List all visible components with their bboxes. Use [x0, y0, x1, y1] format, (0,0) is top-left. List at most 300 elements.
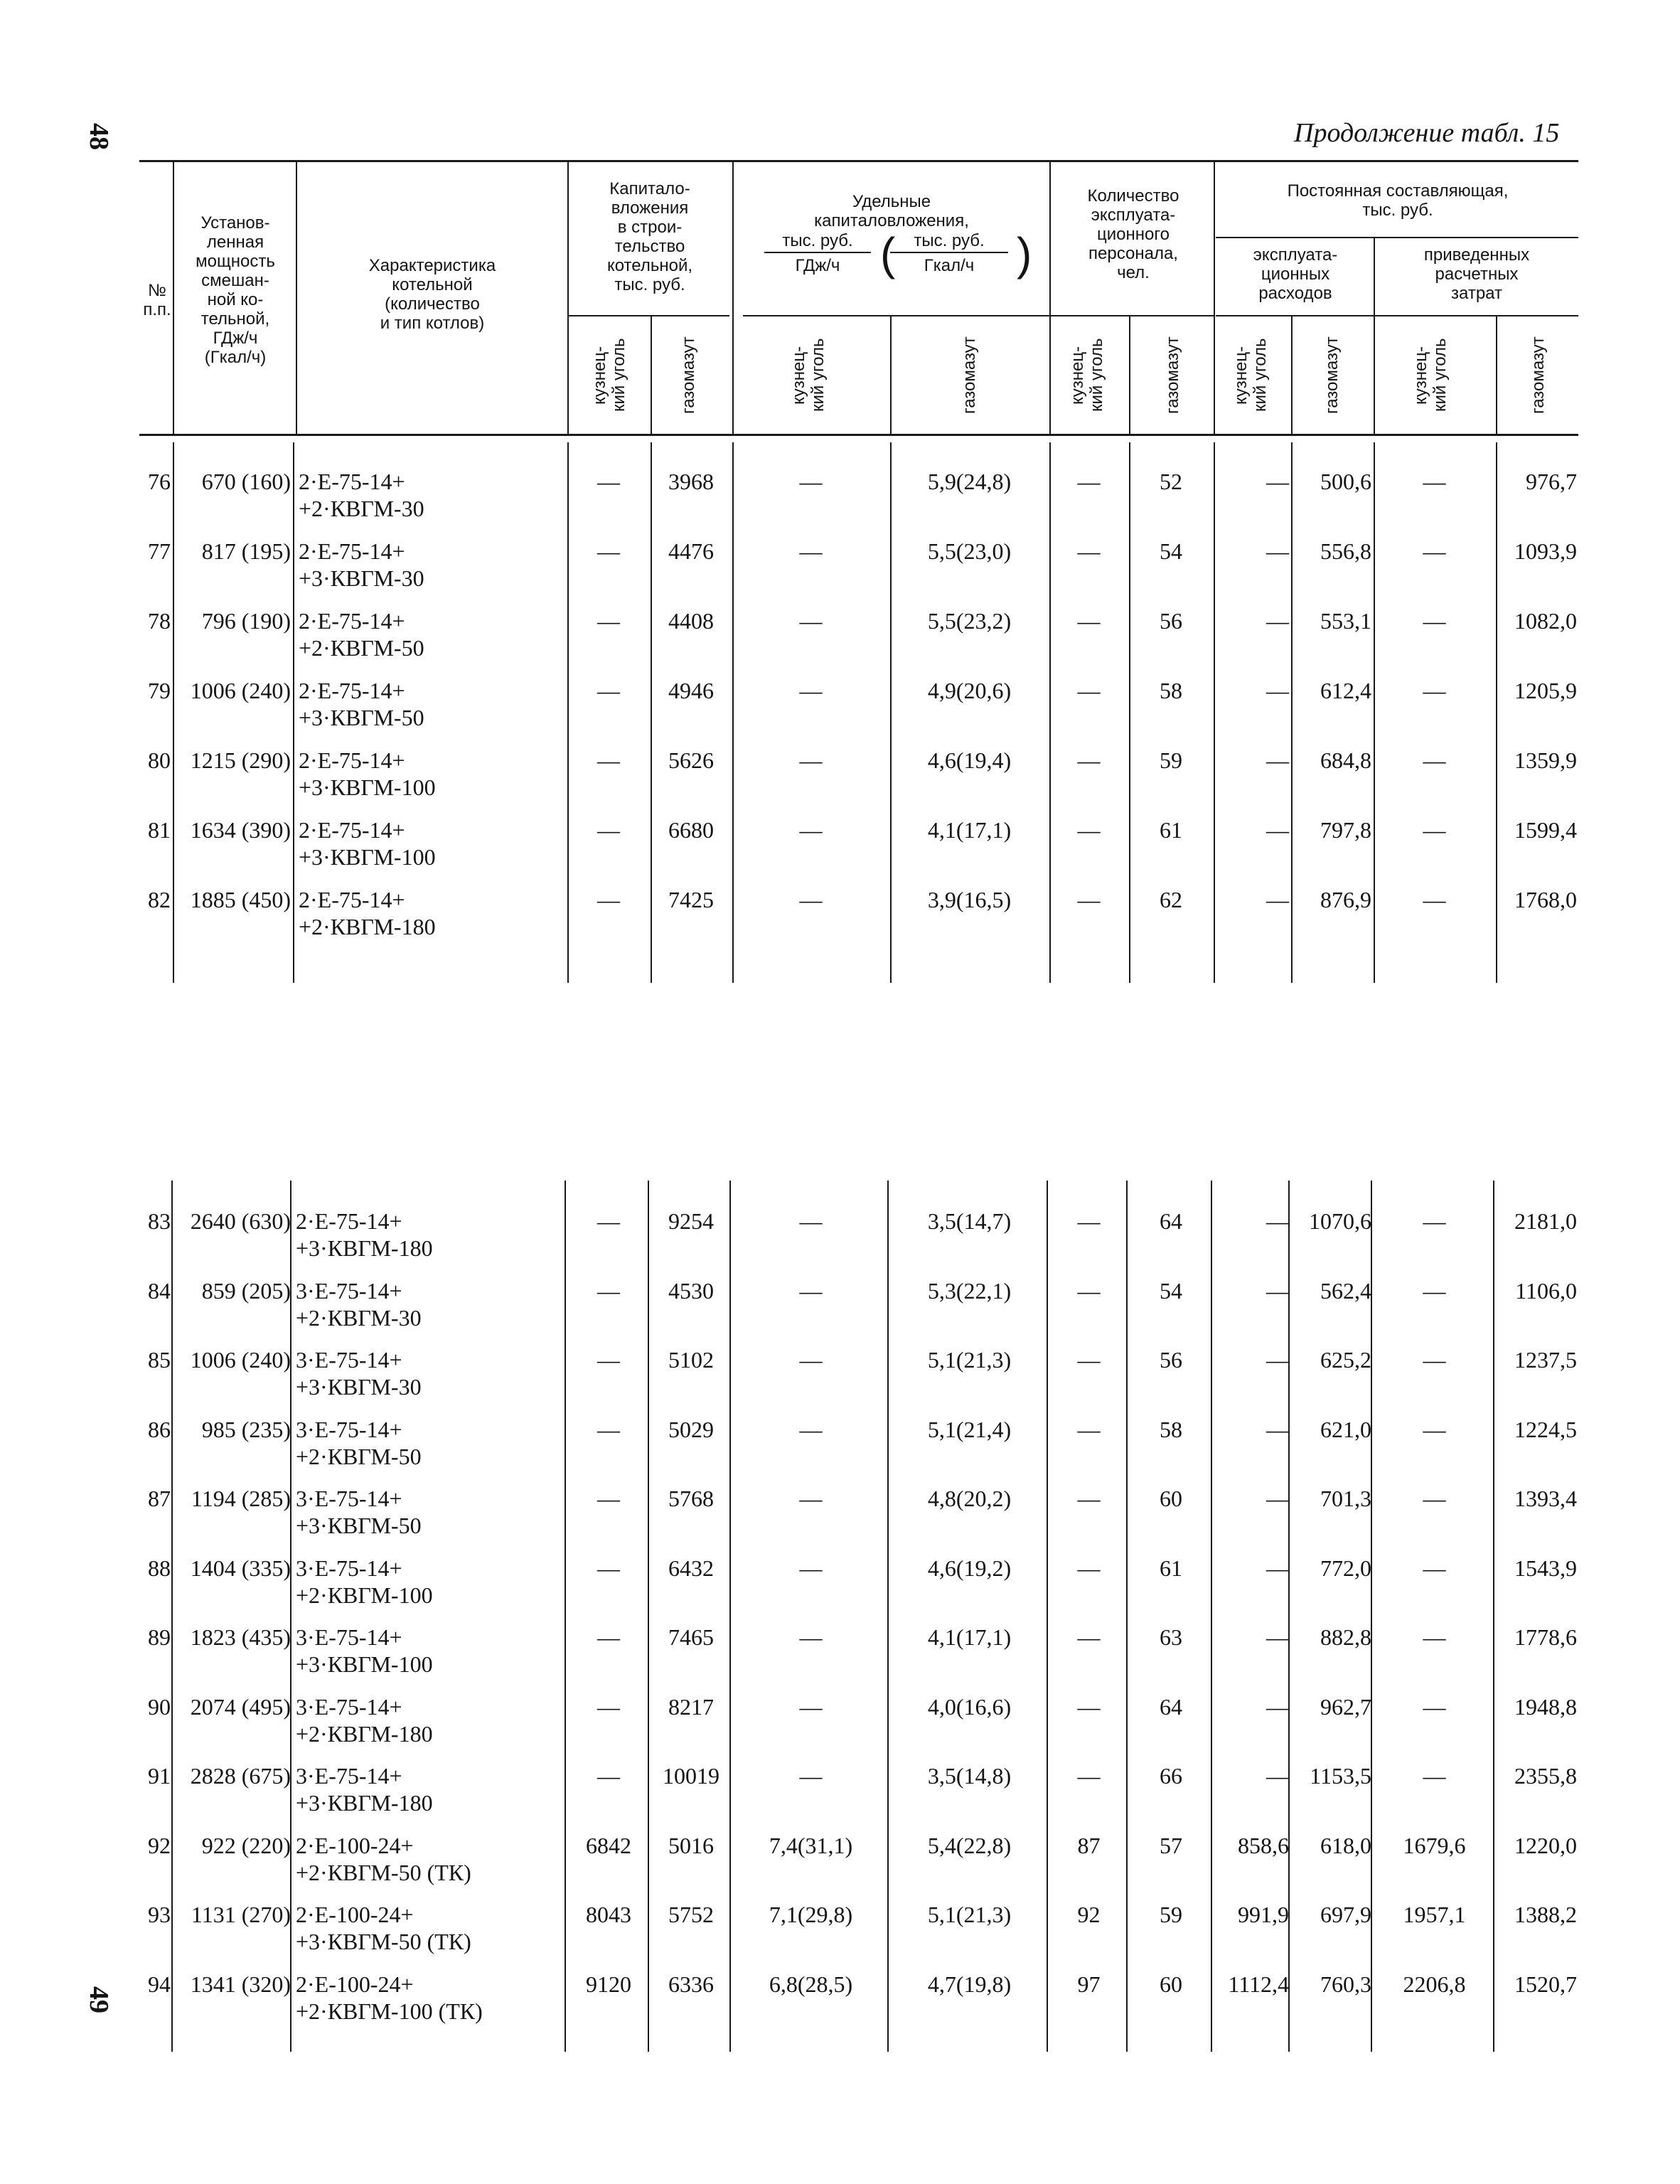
body-col-rule: [565, 1181, 566, 2052]
header-col-rule: [1049, 162, 1051, 434]
cell-kg: 5752: [668, 1902, 714, 1927]
cell-sg: 4,1(17,1): [927, 1624, 1012, 1650]
cell-boiler-line1: 3·Е-75-14+: [296, 1486, 402, 1511]
cell-pc: —: [1077, 887, 1101, 912]
cell-cap: 817 (195): [201, 538, 291, 564]
cell-rg: 1224,5: [1514, 1416, 1577, 1442]
cell-kc: 9120: [586, 1971, 631, 1997]
header-bottom-rule: [139, 434, 1578, 436]
cell-oc: —: [1266, 1763, 1289, 1789]
cell-sg: 5,1(21,4): [927, 1416, 1012, 1442]
cell-oc: —: [1266, 469, 1289, 494]
cell-boiler-line1: 2·Е-75-14+: [296, 1208, 402, 1234]
cell-cap: 1634 (390): [190, 817, 291, 843]
body-col-rule: [293, 442, 294, 983]
cell-pc: 87: [1077, 1832, 1101, 1858]
cell-kg: 7465: [668, 1624, 714, 1650]
cell-cap: 1006 (240): [190, 678, 291, 703]
cell-sg: 4,7(19,8): [927, 1971, 1012, 1997]
cell-oc: —: [1266, 678, 1289, 703]
cell-rc: —: [1423, 1277, 1446, 1304]
cell-kg: 8217: [668, 1693, 714, 1720]
cell-boiler-line2: +2·КВГМ-100: [296, 1582, 433, 1608]
cell-rc: —: [1423, 538, 1446, 564]
cell-sg: 4,9(20,6): [927, 678, 1012, 703]
cell-og: 882,8: [1320, 1624, 1371, 1650]
header-col-rule: [1129, 316, 1130, 434]
header-col-rule: [651, 316, 652, 434]
cell-rc: —: [1423, 469, 1446, 494]
header-capex: Капитало- вложения в строи- тельство котельной, тыс. руб.: [606, 179, 693, 294]
cell-rc: —: [1423, 1624, 1446, 1650]
cell-og: 553,1: [1320, 608, 1371, 634]
cell-kc: —: [597, 678, 620, 703]
cell-oc: —: [1266, 1624, 1289, 1650]
header-sub-rule: [567, 315, 729, 316]
cell-pg: 57: [1160, 1832, 1182, 1858]
cell-cap: 1823 (435): [190, 1624, 291, 1650]
cell-pc: —: [1077, 608, 1101, 634]
cell-boiler-line1: 2·Е-75-14+: [299, 608, 405, 634]
cell-n: 86: [148, 1416, 171, 1442]
header-coal: кузнец- кий уголь: [1411, 338, 1450, 412]
cell-kg: 10019: [663, 1763, 719, 1789]
cell-kg: 5626: [668, 747, 714, 773]
cell-boiler-line2: +3·КВГМ-50: [296, 1513, 422, 1538]
cell-rc: —: [1423, 1693, 1446, 1720]
cell-sc: —: [799, 887, 823, 912]
cell-sc: —: [799, 1555, 823, 1581]
cell-kc: —: [597, 1277, 620, 1304]
cell-pg: 62: [1160, 887, 1182, 912]
cell-n: 76: [148, 469, 171, 494]
cell-kg: 3968: [668, 469, 714, 494]
cell-boiler-line1: 2·Е-100-24+: [296, 1902, 414, 1927]
cell-n: 77: [148, 538, 171, 564]
cell-boiler-line2: +2·КВГМ-180: [299, 914, 436, 939]
cell-rg: 1205,9: [1514, 678, 1577, 703]
table-top-rule: [139, 160, 1578, 162]
cell-kg: 7425: [668, 887, 714, 912]
cell-pc: —: [1077, 1277, 1101, 1304]
cell-og: 684,8: [1320, 747, 1371, 773]
cell-sg: 4,1(17,1): [927, 817, 1012, 843]
cell-rc: —: [1423, 747, 1446, 773]
cell-og: 562,4: [1320, 1277, 1371, 1304]
cell-boiler-line1: 2·Е-75-14+: [299, 817, 405, 843]
header-staff: Количество эксплуата- ционного персонала, чел.: [1087, 186, 1179, 282]
cell-pc: —: [1077, 817, 1101, 843]
cell-n: 92: [148, 1832, 171, 1858]
header-capacity: Установ- ленная мощность смешан- ной ко- тельной, ГДж/ч (Гкал/ч): [196, 213, 275, 367]
cell-og: 1153,5: [1310, 1763, 1371, 1789]
cell-pc: 97: [1077, 1971, 1101, 1997]
cell-rg: 1768,0: [1514, 887, 1577, 912]
cell-cap: 1404 (335): [190, 1555, 291, 1581]
cell-boiler-line2: +3·КВГМ-50 (ТК): [296, 1929, 471, 1954]
cell-pg: 52: [1160, 469, 1182, 494]
cell-og: 625,2: [1320, 1347, 1371, 1373]
cell-n: 81: [148, 817, 171, 843]
cell-sg: 5,4(22,8): [927, 1832, 1012, 1858]
cell-kg: 5102: [668, 1347, 714, 1373]
cell-sc: —: [799, 1416, 823, 1442]
cell-sg: 4,0(16,6): [927, 1693, 1012, 1720]
cell-oc: —: [1266, 1208, 1289, 1234]
cell-pg: 64: [1160, 1208, 1182, 1234]
cell-rc: —: [1423, 678, 1446, 703]
cell-oc: —: [1266, 1416, 1289, 1442]
cell-cap: 1131 (270): [191, 1902, 291, 1927]
cell-boiler-line2: +3·КВГМ-100: [299, 844, 436, 870]
cell-kc: —: [597, 817, 620, 843]
cell-rg: 1359,9: [1514, 747, 1577, 773]
cell-kc: —: [597, 1416, 620, 1442]
cell-cap: 1341 (320): [190, 1971, 291, 1997]
cell-n: 88: [148, 1555, 171, 1581]
cell-boiler-line2: +3·КВГМ-50: [299, 705, 424, 730]
body-col-rule: [171, 1181, 173, 2052]
cell-oc: 991,9: [1238, 1902, 1289, 1927]
cell-oc: —: [1266, 817, 1289, 843]
cell-kg: 4946: [668, 678, 714, 703]
cell-kc: 6842: [586, 1832, 631, 1858]
cell-sc: —: [799, 1277, 823, 1304]
cell-oc: —: [1266, 1347, 1289, 1373]
header-reduced: приведенных расчетных затрат: [1423, 245, 1530, 303]
cell-boiler-line1: 3·Е-75-14+: [296, 1763, 402, 1789]
cell-cap: 796 (190): [201, 608, 291, 634]
cell-og: 621,0: [1320, 1416, 1371, 1442]
cell-sc: —: [799, 608, 823, 634]
cell-rg: 1599,4: [1514, 817, 1577, 843]
header-operating: эксплуата- ционных расходов: [1253, 245, 1338, 303]
cell-kc: —: [597, 1763, 620, 1789]
cell-kc: —: [597, 1208, 620, 1234]
cell-kc: —: [597, 1347, 620, 1373]
cell-rc: —: [1423, 1763, 1446, 1789]
cell-boiler-line2: +3·КВГМ-180: [296, 1235, 433, 1261]
cell-og: 1070,6: [1309, 1208, 1371, 1234]
cell-kg: 4530: [668, 1277, 714, 1304]
header-gas: газомазут: [960, 336, 979, 414]
cell-pc: —: [1077, 1763, 1101, 1789]
cell-cap: 670 (160): [201, 469, 291, 494]
cell-og: 760,3: [1320, 1971, 1371, 1997]
header-specific-capex: Удельные капиталовложения,: [814, 192, 969, 230]
cell-sc: —: [799, 1763, 823, 1789]
cell-pc: —: [1077, 1347, 1101, 1373]
cell-kc: —: [597, 608, 620, 634]
cell-boiler-line2: +2·КВГМ-100 (ТК): [296, 1998, 483, 2024]
cell-sc: —: [799, 1347, 823, 1373]
cell-sc: 7,4(31,1): [769, 1832, 853, 1858]
cell-oc: —: [1266, 538, 1289, 564]
cell-cap: 922 (220): [201, 1832, 291, 1858]
cell-pg: 60: [1160, 1486, 1182, 1511]
cell-pg: 59: [1160, 1902, 1182, 1927]
fraction-bar: [890, 252, 1008, 253]
page-number-top: 48: [84, 123, 114, 150]
cell-sg: 5,9(24,8): [927, 469, 1012, 494]
cell-boiler-line1: 2·Е-75-14+: [299, 538, 405, 564]
cell-pg: 58: [1160, 678, 1182, 703]
cell-sc: 6,8(28,5): [769, 1971, 853, 1997]
cell-rc: 1957,1: [1403, 1902, 1466, 1927]
cell-sc: —: [799, 747, 823, 773]
cell-pg: 56: [1160, 608, 1182, 634]
cell-rg: 1093,9: [1514, 538, 1577, 564]
cell-n: 83: [148, 1208, 171, 1234]
cell-sg: 4,6(19,4): [927, 747, 1012, 773]
cell-n: 82: [148, 887, 171, 912]
cell-rg: 1220,0: [1514, 1832, 1577, 1858]
cell-sc: —: [799, 678, 823, 703]
cell-pc: —: [1077, 538, 1101, 564]
cell-rc: 2206,8: [1403, 1971, 1466, 1997]
cell-cap: 2828 (675): [190, 1763, 291, 1789]
cell-n: 80: [148, 747, 171, 773]
cell-boiler-line1: 3·Е-75-14+: [296, 1693, 402, 1720]
cell-oc: —: [1266, 1277, 1289, 1304]
cell-oc: —: [1266, 1693, 1289, 1720]
cell-cap: 985 (235): [201, 1416, 291, 1442]
cell-kg: 5016: [668, 1832, 714, 1858]
cell-boiler-line2: +3·КВГМ-180: [296, 1790, 433, 1816]
cell-rg: 1778,6: [1514, 1624, 1577, 1650]
cell-pg: 61: [1160, 817, 1182, 843]
cell-boiler-line1: 3·Е-75-14+: [296, 1555, 402, 1581]
cell-boiler-line2: +2·КВГМ-30: [299, 496, 424, 521]
cell-pg: 56: [1160, 1347, 1182, 1373]
cell-n: 89: [148, 1624, 171, 1650]
header-sub-rule: [1216, 237, 1578, 238]
cell-pg: 54: [1160, 1277, 1182, 1304]
cell-rc: —: [1423, 1208, 1446, 1234]
cell-og: 618,0: [1320, 1832, 1371, 1858]
cell-sc: —: [799, 469, 823, 494]
cell-cap: 2074 (495): [190, 1693, 291, 1720]
cell-boiler-line1: 2·Е-100-24+: [296, 1971, 414, 1997]
header-gas: газомазут: [1163, 336, 1182, 414]
cell-sg: 3,5(14,8): [927, 1763, 1012, 1789]
cell-og: 962,7: [1320, 1693, 1371, 1720]
header-gas: газомазут: [1529, 336, 1548, 414]
cell-boiler-line1: 2·Е-100-24+: [296, 1832, 414, 1858]
cell-kc: —: [597, 747, 620, 773]
cell-oc: —: [1266, 1555, 1289, 1581]
header-specific-left-num: тыс. руб.: [782, 231, 853, 250]
header-sub-rule: [1051, 315, 1214, 316]
cell-kg: 6432: [668, 1555, 714, 1581]
header-coal: кузнец- кий уголь: [789, 338, 828, 412]
cell-boiler-line2: +3·КВГМ-100: [296, 1651, 433, 1677]
header-gas: газомазут: [1322, 336, 1342, 414]
cell-n: 94: [148, 1971, 171, 1997]
cell-cap: 1215 (290): [190, 747, 291, 773]
cell-boiler-line1: 2·Е-75-14+: [299, 887, 405, 912]
header-coal: кузнец- кий уголь: [1068, 338, 1106, 412]
cell-oc: 858,6: [1238, 1832, 1289, 1858]
header-col-rule: [1496, 316, 1497, 434]
cell-n: 78: [148, 608, 171, 634]
header-sub-rule: [1216, 315, 1578, 316]
cell-pc: 92: [1077, 1902, 1101, 1927]
cell-cap: 1006 (240): [190, 1347, 291, 1373]
header-boilers: Характеристика котельной (количество и тип котлов): [368, 256, 496, 333]
cell-pc: —: [1077, 1208, 1101, 1234]
cell-sg: 5,3(22,1): [927, 1277, 1012, 1304]
cell-kc: —: [597, 1555, 620, 1581]
cell-boiler-line1: 3·Е-75-14+: [296, 1624, 402, 1650]
cell-kg: 4408: [668, 608, 714, 634]
cell-pg: 58: [1160, 1416, 1182, 1442]
cell-pg: 63: [1160, 1624, 1182, 1650]
header-specific-left-den: ГДж/ч: [795, 256, 840, 275]
cell-sg: 4,6(19,2): [927, 1555, 1012, 1581]
cell-boiler-line2: +2·КВГМ-50: [296, 1443, 422, 1469]
cell-boiler-line1: 3·Е-75-14+: [296, 1347, 402, 1373]
cell-sc: 7,1(29,8): [769, 1902, 853, 1927]
cell-sg: 5,1(21,3): [927, 1347, 1012, 1373]
cell-pc: —: [1077, 1486, 1101, 1511]
cell-boiler-line2: +2·КВГМ-30: [296, 1304, 422, 1331]
cell-sg: 4,8(20,2): [927, 1486, 1012, 1511]
header-sub-rule: [743, 315, 1056, 316]
cell-rc: —: [1423, 1416, 1446, 1442]
cell-sc: —: [799, 1208, 823, 1234]
cell-rc: —: [1423, 817, 1446, 843]
cell-rg: 2355,8: [1514, 1763, 1577, 1789]
cell-boiler-line2: +2·КВГМ-50: [299, 635, 424, 661]
cell-kc: —: [597, 538, 620, 564]
cell-boiler-line1: 2·Е-75-14+: [299, 678, 405, 703]
cell-oc: —: [1266, 747, 1289, 773]
cell-sg: 5,5(23,2): [927, 608, 1012, 634]
cell-og: 772,0: [1320, 1555, 1371, 1581]
cell-pg: 54: [1160, 538, 1182, 564]
cell-sc: —: [799, 1624, 823, 1650]
page-number-bottom: 49: [84, 1986, 114, 2013]
cell-pg: 64: [1160, 1693, 1182, 1720]
cell-rg: 1388,2: [1514, 1902, 1577, 1927]
header-specific-right-den: Гкал/ч: [924, 256, 975, 275]
cell-boiler-line1: 2·Е-75-14+: [299, 747, 405, 773]
cell-rg: 1393,4: [1514, 1486, 1577, 1511]
cell-n: 79: [148, 678, 171, 703]
cell-kc: —: [597, 469, 620, 494]
body-col-rule: [173, 442, 174, 983]
cell-n: 93: [148, 1902, 171, 1927]
cell-pc: —: [1077, 1555, 1101, 1581]
cell-oc: —: [1266, 1486, 1289, 1511]
cell-boiler-line2: +2·КВГМ-180: [296, 1720, 433, 1747]
cell-pc: —: [1077, 1416, 1101, 1442]
header-num: № п.п.: [143, 281, 171, 319]
cell-n: 91: [148, 1763, 171, 1789]
cell-rg: 976,7: [1526, 469, 1577, 494]
cell-sg: 3,9(16,5): [927, 887, 1012, 912]
header-coal: кузнец- кий уголь: [1231, 338, 1270, 412]
cell-og: 797,8: [1320, 817, 1371, 843]
cell-rc: —: [1423, 1555, 1446, 1581]
cell-pc: —: [1077, 1693, 1101, 1720]
cell-kg: 5768: [668, 1486, 714, 1511]
cell-pc: —: [1077, 678, 1101, 703]
cell-rg: 1237,5: [1514, 1347, 1577, 1373]
fraction-bar: [764, 252, 871, 253]
cell-sg: 3,5(14,7): [927, 1208, 1012, 1234]
cell-kc: 8043: [586, 1902, 631, 1927]
header-gas: газомазут: [679, 336, 698, 414]
cell-og: 701,3: [1320, 1486, 1371, 1511]
cell-boiler-line1: 3·Е-75-14+: [296, 1277, 402, 1304]
cell-pc: —: [1077, 747, 1101, 773]
header-col-rule: [296, 162, 297, 434]
cell-rc: —: [1423, 608, 1446, 634]
cell-og: 500,6: [1320, 469, 1371, 494]
cell-n: 90: [148, 1693, 171, 1720]
header-col-rule: [1291, 316, 1293, 434]
cell-oc: —: [1266, 887, 1289, 912]
cell-kc: —: [597, 887, 620, 912]
left-paren: (: [880, 228, 896, 279]
cell-kg: 4476: [668, 538, 714, 564]
cell-boiler-line2: +2·КВГМ-50 (ТК): [296, 1859, 471, 1885]
cell-n: 85: [148, 1347, 171, 1373]
cell-pc: —: [1077, 469, 1101, 494]
cell-rg: 1106,0: [1515, 1277, 1577, 1304]
cell-sg: 5,5(23,0): [927, 538, 1012, 564]
cell-kg: 6336: [668, 1971, 714, 1997]
cell-og: 876,9: [1320, 887, 1371, 912]
header-constant: Постоянная составляющая, тыс. руб.: [1287, 181, 1509, 220]
cell-boiler-line1: 2·Е-75-14+: [299, 469, 405, 494]
cell-cap: 1194 (285): [191, 1486, 291, 1511]
cell-rc: —: [1423, 1486, 1446, 1511]
table-caption: Продолжение табл. 15: [1294, 118, 1560, 148]
header-col-rule: [890, 316, 892, 434]
cell-kg: 6680: [668, 817, 714, 843]
cell-n: 87: [148, 1486, 171, 1511]
cell-sg: 5,1(21,3): [927, 1902, 1012, 1927]
cell-cap: 859 (205): [201, 1277, 291, 1304]
cell-rg: 1543,9: [1514, 1555, 1577, 1581]
cell-rc: —: [1423, 887, 1446, 912]
cell-boiler-line2: +3·КВГМ-30: [296, 1374, 422, 1400]
cell-cap: 1885 (450): [190, 887, 291, 912]
cell-kg: 5029: [668, 1416, 714, 1442]
cell-oc: —: [1266, 608, 1289, 634]
cell-rg: 2181,0: [1514, 1208, 1577, 1234]
cell-sc: —: [799, 1693, 823, 1720]
cell-rg: 1520,7: [1514, 1971, 1577, 1997]
cell-n: 84: [148, 1277, 171, 1304]
cell-pg: 61: [1160, 1555, 1182, 1581]
cell-kc: —: [597, 1486, 620, 1511]
cell-pc: —: [1077, 1624, 1101, 1650]
header-coal: кузнец- кий уголь: [590, 338, 628, 412]
cell-oc: 1112,4: [1228, 1971, 1289, 1997]
cell-sc: —: [799, 538, 823, 564]
cell-pg: 60: [1160, 1971, 1182, 1997]
cell-rg: 1948,8: [1514, 1693, 1577, 1720]
cell-cap: 2640 (630): [190, 1208, 291, 1234]
cell-kg: 9254: [668, 1208, 714, 1234]
cell-kc: —: [597, 1693, 620, 1720]
cell-og: 612,4: [1320, 678, 1371, 703]
cell-boiler-line1: 3·Е-75-14+: [296, 1416, 402, 1442]
